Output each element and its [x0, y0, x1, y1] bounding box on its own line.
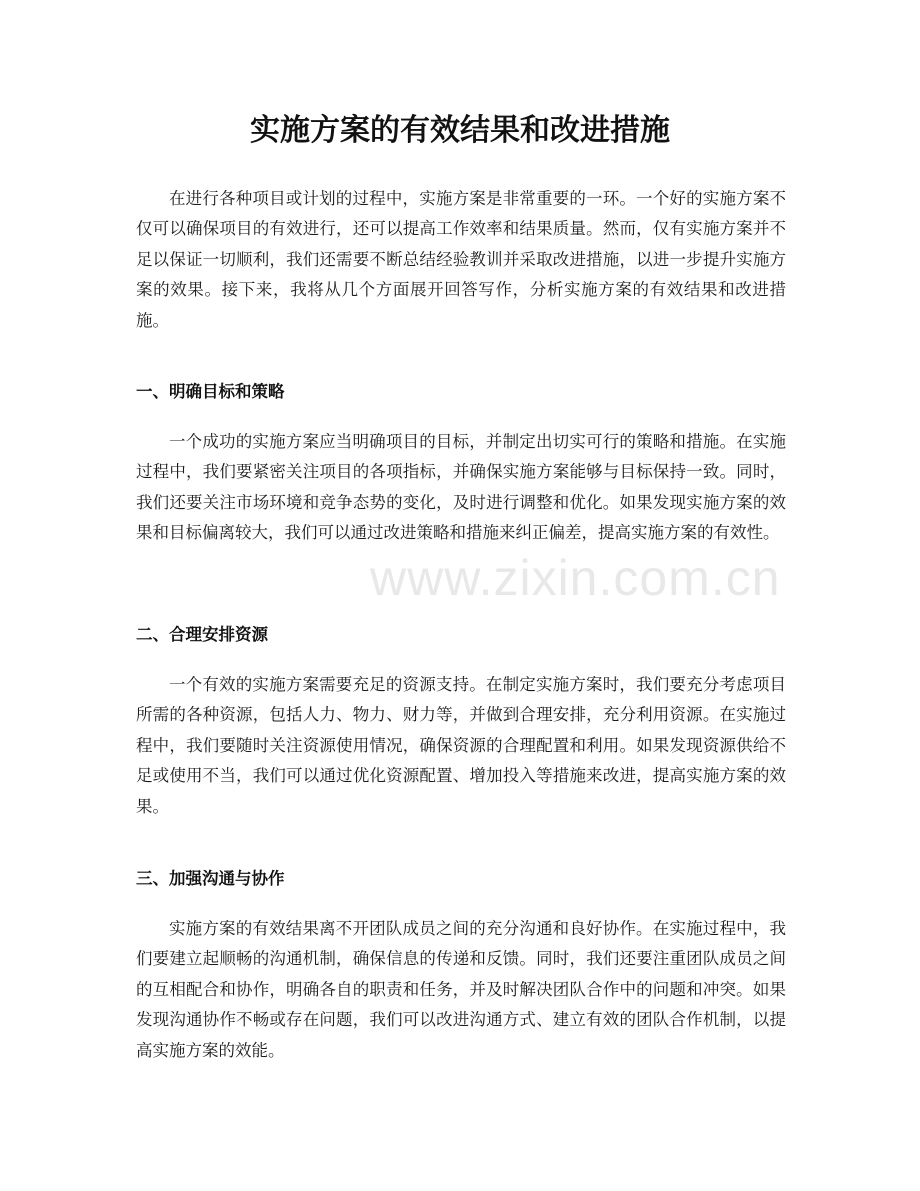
section-body-2: 一个有效的实施方案需要充足的资源支持。在制定实施方案时，我们要充分考虑项目所需的各种资源，包括人力、物力、财力等，并做到合理安排，充分利用资源。在实施过程中，我们要随时关注资源使用情况，确保资源的合理配置和利用。如果发现资源供给不足或使用不当，我们可以通过优化资源配置、增加投入等措施来改进，提高实施方案的效果。	[136, 675, 786, 816]
intro-paragraph: 在进行各种项目或计划的过程中，实施方案是非常重要的一环。一个好的实施方案不仅可以确保项目的有效进行，还可以提高工作效率和结果质量。然而，仅有实施方案并不足以保证一切顺利，我们还需要不断总结经验教训并采取改进措施，以进一步提升实施方案的效果。接下来，我将从几个方面展开回答写作，分析实施方案的有效结果和改进措施。	[136, 189, 786, 330]
document-title: 实施方案的有效结果和改进措施	[250, 113, 670, 148]
section-heading-3: 三、加强沟通与协作	[136, 869, 285, 888]
section-body-1: 一个成功的实施方案应当明确项目的目标，并制定出切实可行的策略和措施。在实施过程中，我们要紧密关注项目的各项指标，并确保实施方案能够与目标保持一致。同时，我们还要关注市场环境和竞争态势的变化，及时进行调整和优化。如果发现实施方案的效果和目标偏离较大，我们可以通过改进策略和措施来纠正偏差，提高实施方案的有效性。	[136, 432, 786, 543]
watermark: www.zixin.com.cn	[370, 550, 781, 606]
section-body-3: 实施方案的有效结果离不开团队成员之间的充分沟通和良好协作。在实施过程中，我们要建立起顺畅的沟通机制，确保信息的传递和反馈。同时，我们还要注重团队成员之间的互相配合和协作，明确各自的职责和任务，并及时解决团队合作中的问题和冲突。如果发现沟通协作不畅或存在问题，我们可以改进沟通方式、建立有效的团队合作机制，以提高实施方案的效能。	[136, 919, 786, 1060]
section-heading-2: 二、合理安排资源	[136, 625, 268, 644]
section-heading-1: 一、明确目标和策略	[136, 382, 285, 401]
